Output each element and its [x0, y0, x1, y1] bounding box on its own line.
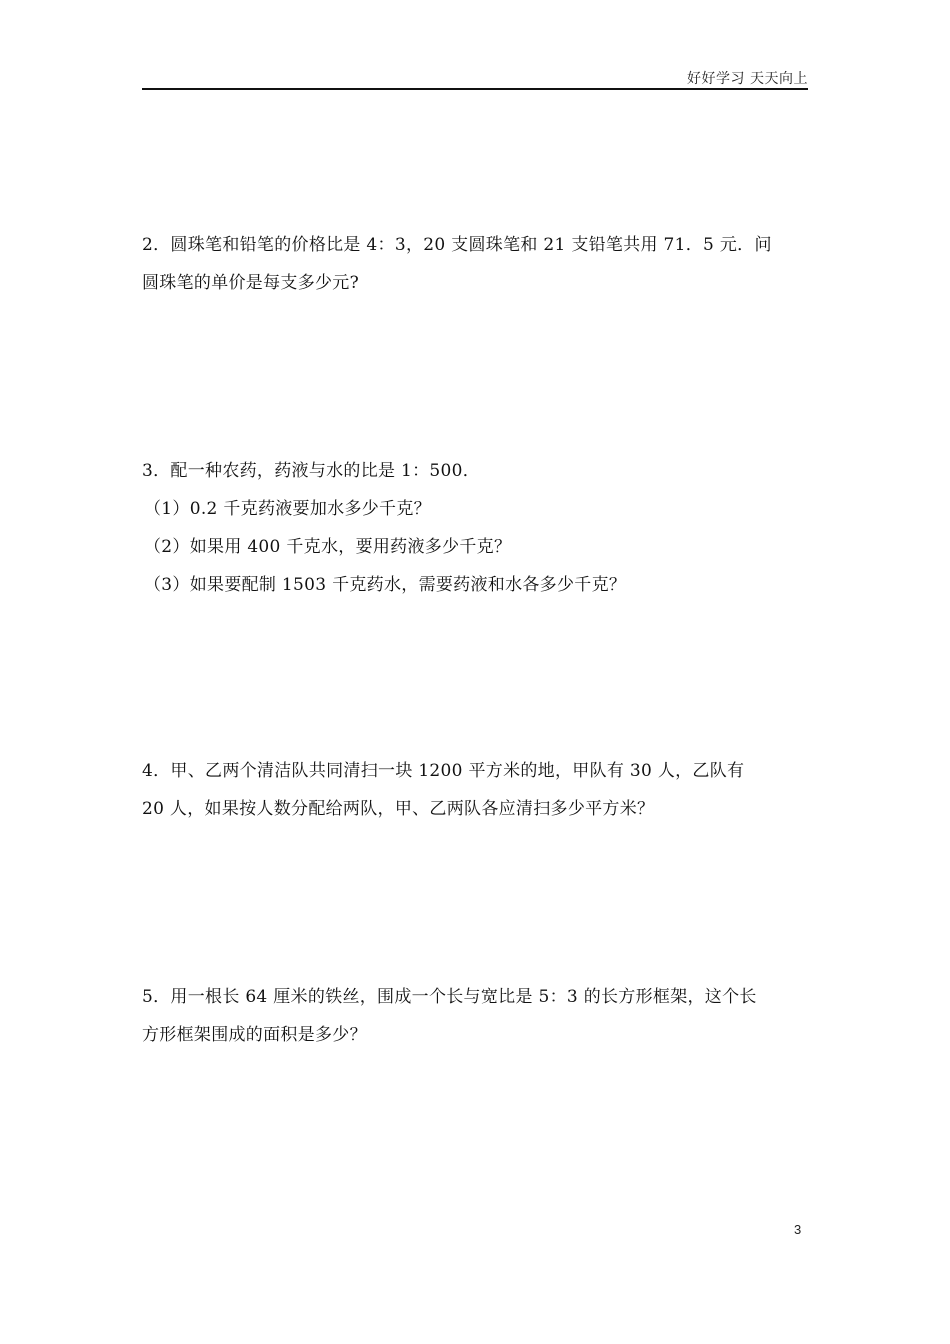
header-divider: [142, 88, 808, 90]
question-3-part-3: （3）如果要配制 1503 千克药水，需要药液和水各多少千克？: [144, 575, 627, 595]
question-2-line-2: 圆珠笔的单价是每支多少元?: [142, 273, 360, 293]
page-number: 3: [794, 1222, 802, 1237]
question-5-line-1: 5．用一根长 64 厘米的铁丝，围成一个长与宽比是 5：3 的长方形框架，这个长: [142, 987, 757, 1007]
question-4-line-2: 20 人，如果按人数分配给两队，甲、乙两队各应清扫多少平方米？: [142, 799, 655, 819]
question-4-line-1: 4．甲、乙两个清洁队共同清扫一块 1200 平方米的地，甲队有 30 人，乙队有: [142, 761, 745, 781]
question-3: [142, 452, 812, 604]
question-4: [142, 752, 812, 828]
question-5: [142, 978, 812, 1054]
page-header-text: 好好学习 天天向上: [687, 71, 808, 87]
question-2: [142, 226, 812, 302]
question-5-line-2: 方形框架围成的面积是多少？: [142, 1025, 367, 1045]
question-3-part-1: （1）0.2 千克药液要加水多少千克？: [144, 499, 431, 519]
question-3-part-2: （2）如果用 400 千克水，要用药液多少千克？: [144, 537, 512, 557]
question-2-line-1: 2．圆珠笔和铅笔的价格比是 4：3，20 支圆珠笔和 21 支铅笔共用 71．5 元．问: [142, 235, 772, 255]
question-3-line-1: 3．配一种农药，药液与水的比是 1：500．: [142, 461, 481, 481]
